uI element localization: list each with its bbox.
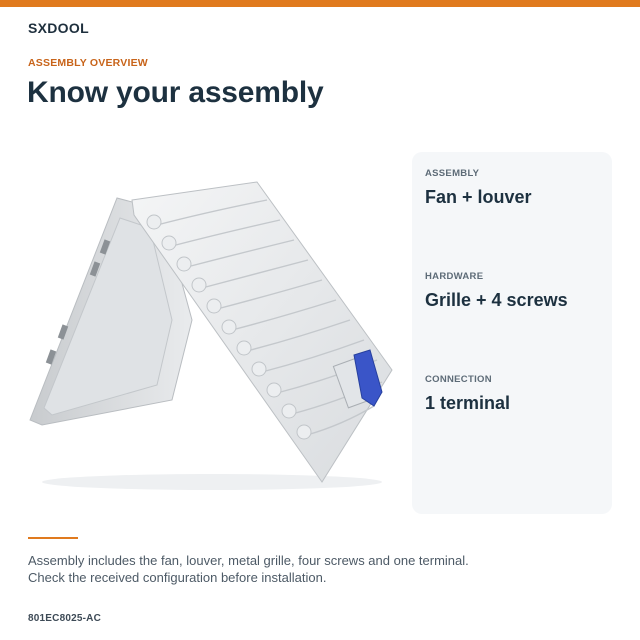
assembly-description [28,553,618,586]
spec-value: 1 terminal [425,393,511,413]
spec-connection [425,374,510,414]
spec-label: CONNECTION [425,374,492,385]
spec-assembly [425,168,532,208]
product-image [22,170,402,500]
page-title: Know your assembly [27,76,324,109]
description-line: Assembly includes the fan, louver, metal grille, four screws and one terminal. [28,553,469,568]
product-shadow [42,474,382,490]
accent-divider [28,537,78,539]
brand-name: SXDOOL [28,20,89,36]
top-accent-bar [0,0,640,7]
spec-value: Fan + louver [425,187,532,207]
section-eyebrow: ASSEMBLY OVERVIEW [28,57,148,69]
spec-label: ASSEMBLY [425,168,480,179]
spec-card [412,152,612,514]
description-line: Check the received configuration before installation. [28,569,327,585]
spec-hardware [425,271,568,311]
spec-label: HARDWARE [425,271,484,282]
product-sku: 801EC8025-AC [28,613,101,624]
spec-value: Grille + 4 screws [425,290,568,310]
